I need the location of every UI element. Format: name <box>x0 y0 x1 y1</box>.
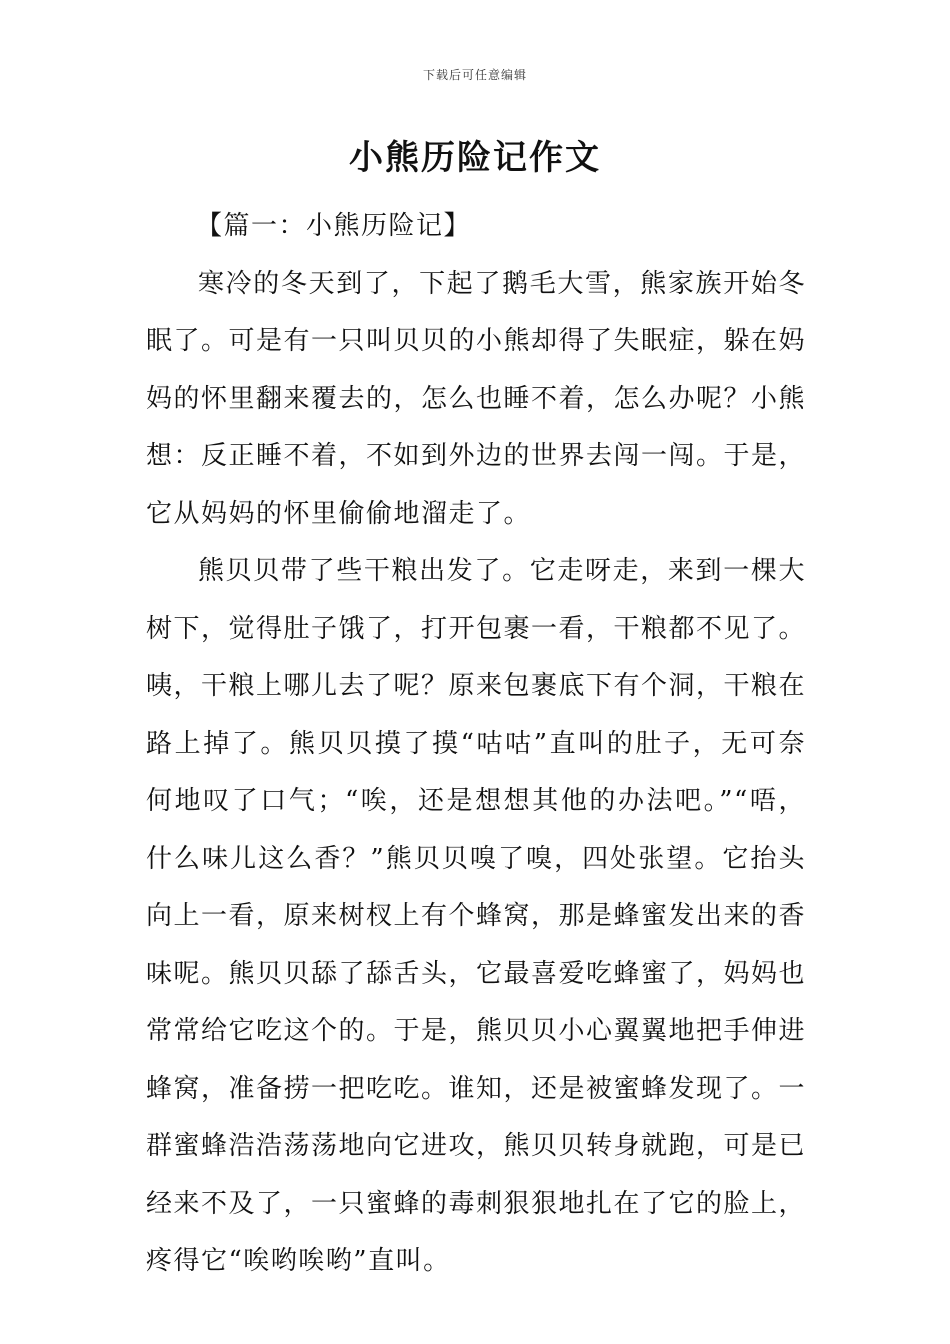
paragraph-2: 熊贝贝带了些干粮出发了。它走呀走，来到一棵大树下，觉得肚子饿了，打开包裹一看，干粮都不见了。咦，干粮上哪儿去了呢？原来包裹底下有个洞，干粮在路上掉了。熊贝贝摸了摸“咕咕”直叫的肚子，无可奈何地叹了口气；“唉，还是想想其他的办法吧。”“唔，什么味儿这么香？”熊贝贝嗅了嗅，四处张望。它抬头向上一看，原来树杈上有个蜂窝，那是蜂蜜发出来的香味呢。熊贝贝舔了舔舌头，它最喜爱吃蜂蜜了，妈妈也常常给它吃这个的。于是，熊贝贝小心翼翼地把手伸进蜂窝，准备捞一把吃吃。谁知，还是被蜜蜂发现了。一群蜜蜂浩浩荡荡地向它进攻，熊贝贝转身就跑，可是已经来不及了，一只蜜蜂的毒刺狠狠地扎在了它的脸上，疼得它“唉哟唉哟”直叫。 <box>146 556 807 1276</box>
document-title: 小熊历险记作文 <box>349 138 601 178</box>
document-body <box>146 198 806 1291</box>
section-heading: 【篇一：小熊历险记】 <box>196 211 472 241</box>
paragraph-1: 寒冷的冬天到了，下起了鹅毛大雪，熊家族开始冬眠了。可是有一只叫贝贝的小熊却得了失眠症，躲在妈妈的怀里翻来覆去的，怎么也睡不着，怎么办呢？小熊想：反正睡不着，不如到外边的世界去闯一闯。于是，它从妈妈的怀里偷偷地溜走了。 <box>146 268 807 529</box>
header-note: 下载后可任意编辑 <box>422 68 527 82</box>
